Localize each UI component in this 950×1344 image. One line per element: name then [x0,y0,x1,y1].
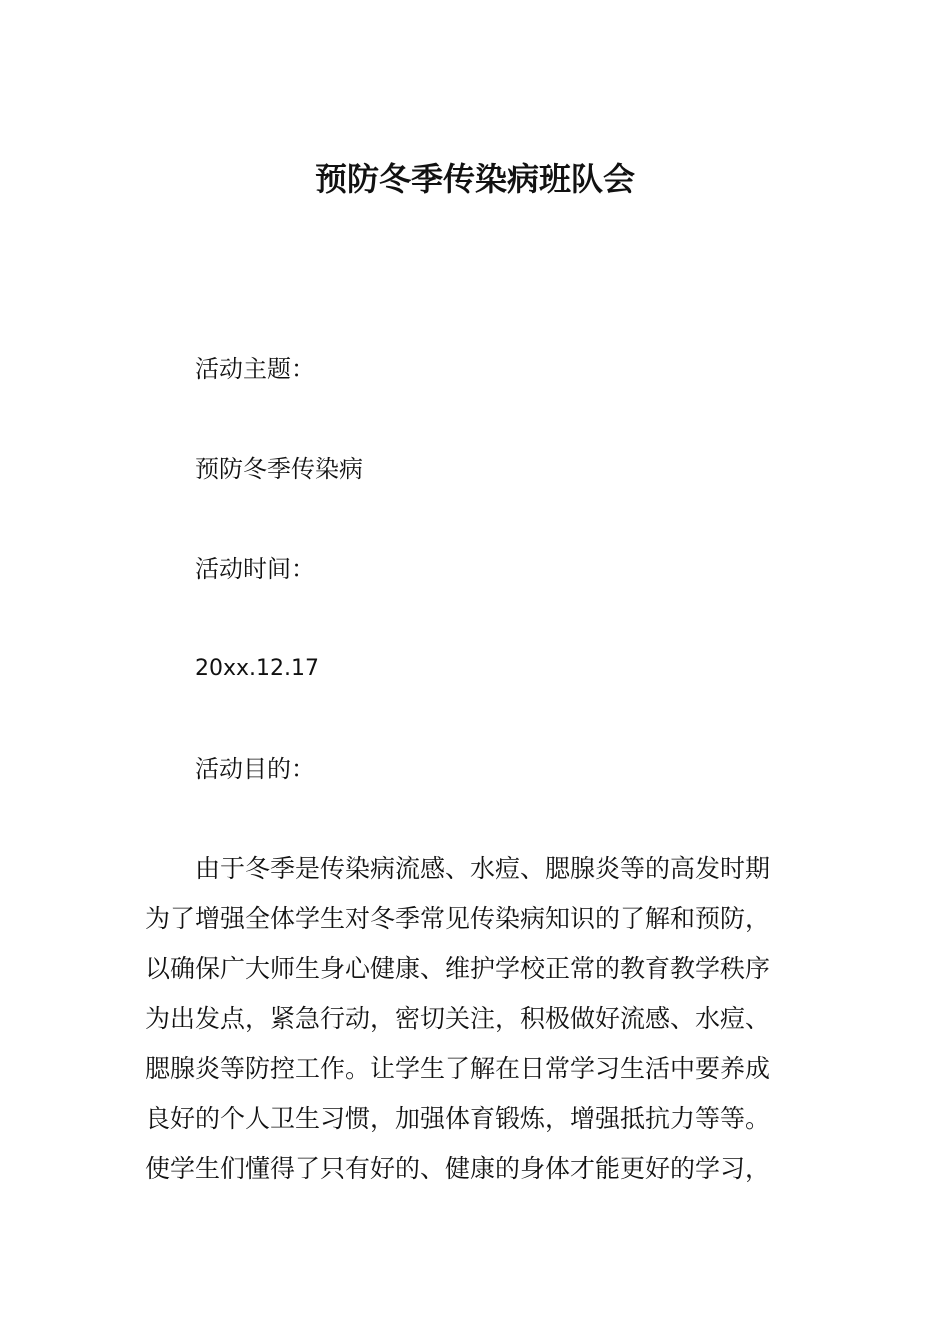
paragraph-line: 以确保广大师生身心健康、维护学校正常的教育教学秩序 [145,954,771,983]
activity-goal-label: 活动目的： [195,755,315,783]
activity-time-value: 20xx.12.17 [195,656,320,681]
activity-time-label: 活动时间： [195,555,315,583]
paragraph-line: 腮腺炎等防控工作。让学生了解在日常学习生活中要养成 [145,1054,771,1083]
paragraph-line: 为出发点，紧急行动，密切关注，积极做好流感、水痘、 [145,1004,771,1033]
paragraph-line: 由于冬季是传染病流感、水痘、腮腺炎等的高发时期 [195,854,771,883]
activity-theme-value: 预防冬季传染病 [195,455,363,483]
paragraph-line: 良好的个人卫生习惯，加强体育锻炼，增强抵抗力等等。 [145,1104,771,1133]
paragraph-line: 为了增强全体学生对冬季常见传染病知识的了解和预防， [145,904,771,933]
paragraph-line: 使学生们懂得了只有好的、健康的身体才能更好的学习， [145,1154,771,1183]
activity-theme-label: 活动主题： [195,355,315,383]
goal-paragraph [145,844,810,1194]
document-title: 预防冬季传染病班队会 [314,160,635,198]
